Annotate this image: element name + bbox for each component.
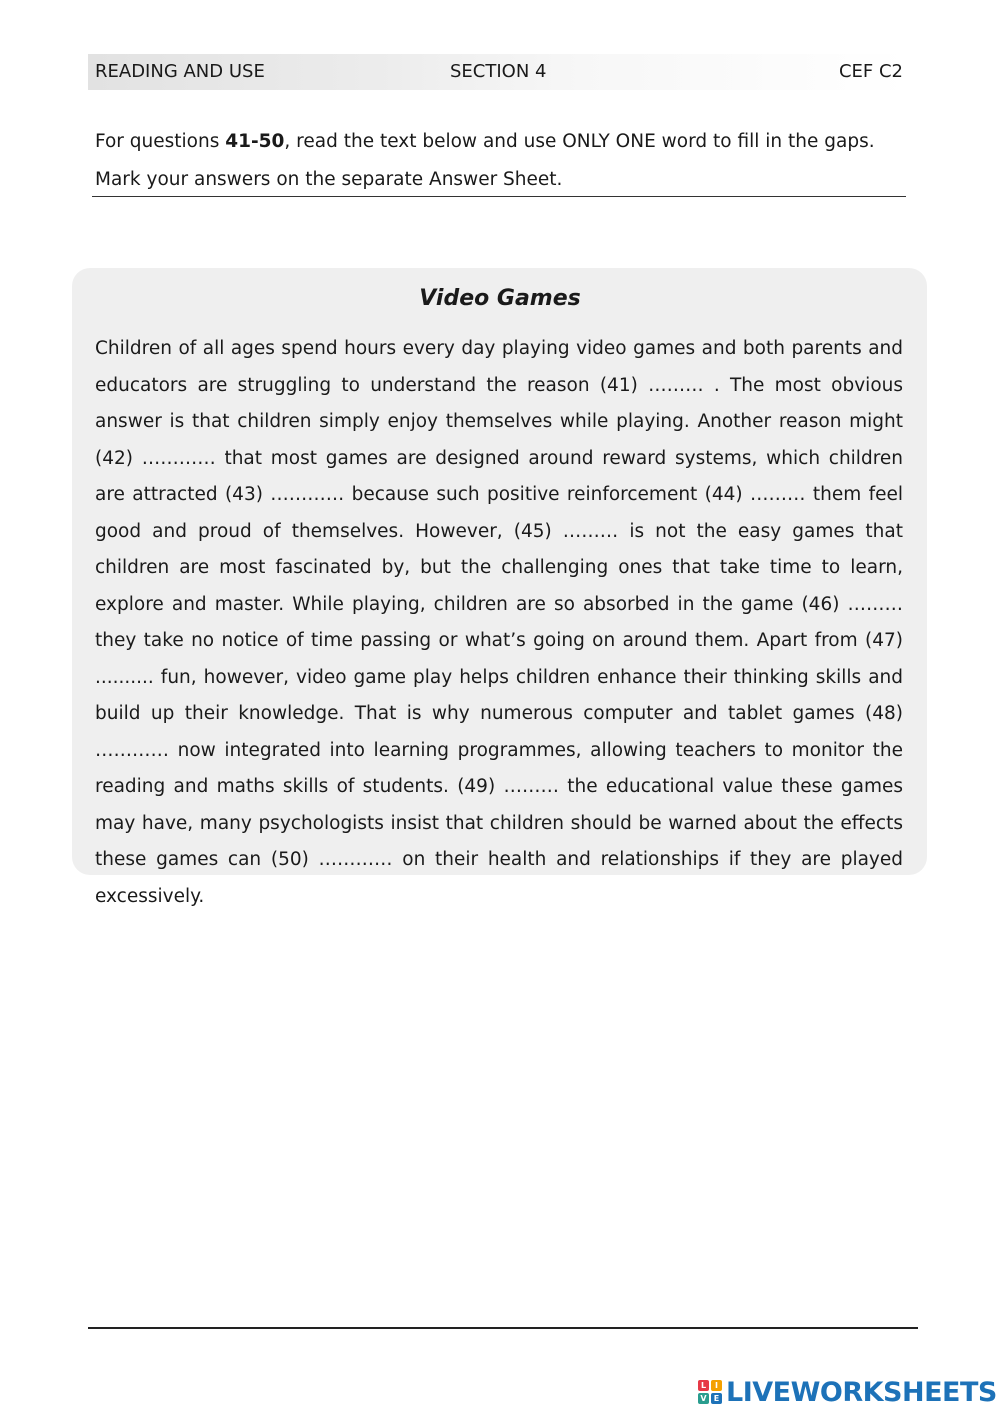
header-section: SECTION 4	[450, 61, 547, 82]
text-title: Video Games	[419, 286, 581, 311]
logo-tile: L	[698, 1380, 709, 1391]
logo-tile: E	[711, 1393, 722, 1404]
logo-icon	[698, 1380, 722, 1404]
instructions-line-2: Mark your answers on the separate Answer Sheet.	[95, 169, 563, 190]
instructions	[95, 128, 907, 204]
instructions-line-1	[95, 128, 907, 166]
question-range: 41-50	[225, 131, 285, 152]
logo-tile: I	[711, 1380, 722, 1391]
logo-text: LIVEWORKSHEETS	[726, 1376, 997, 1408]
reading-passage: Children of all ages spend hours every day playing video games and both parents and educators are struggling to understand the reason (41) ……… . The most obvious answer is that children simply enjoy themselves while playing. Another reason might (42) ………… that most games are designed around reward systems, which children are attracted (43) ………… because such positive reinforcement (44) ……… them feel good and proud of themselves. However, (45) ……… is not the easy games that children are most fascinated by, but the challenging ones that take time to learn, explore and master. While playing, children are so absorbed in the game (46) ……… they take no notice of time passing or what’s going on around them. Apart from (47) .......... fun, however, video game play helps children enhance their thinking skills and build up their knowledge. That is why numerous computer and tablet games (48) ………… now integrated into learning programmes, allowing teachers to monitor the reading and maths skills of students. (49) ……… the educational value these games may have, many psychologists insist that children should be warned about the effects these games can (50) ………… on their health and relationships if they are played excessively.	[95, 338, 903, 907]
logo-tile: V	[698, 1393, 709, 1404]
footer-divider	[88, 1327, 918, 1329]
instructions-text: , read the text below and use ONLY ONE word to fill in the gaps.	[284, 131, 875, 152]
header-paper-name: READING AND USE	[95, 61, 265, 82]
header-level: CEF C2	[838, 61, 903, 82]
page-header	[88, 54, 908, 90]
liveworksheets-logo	[698, 1375, 997, 1409]
instructions-text: For questions	[95, 131, 226, 152]
instructions-divider	[92, 196, 906, 197]
